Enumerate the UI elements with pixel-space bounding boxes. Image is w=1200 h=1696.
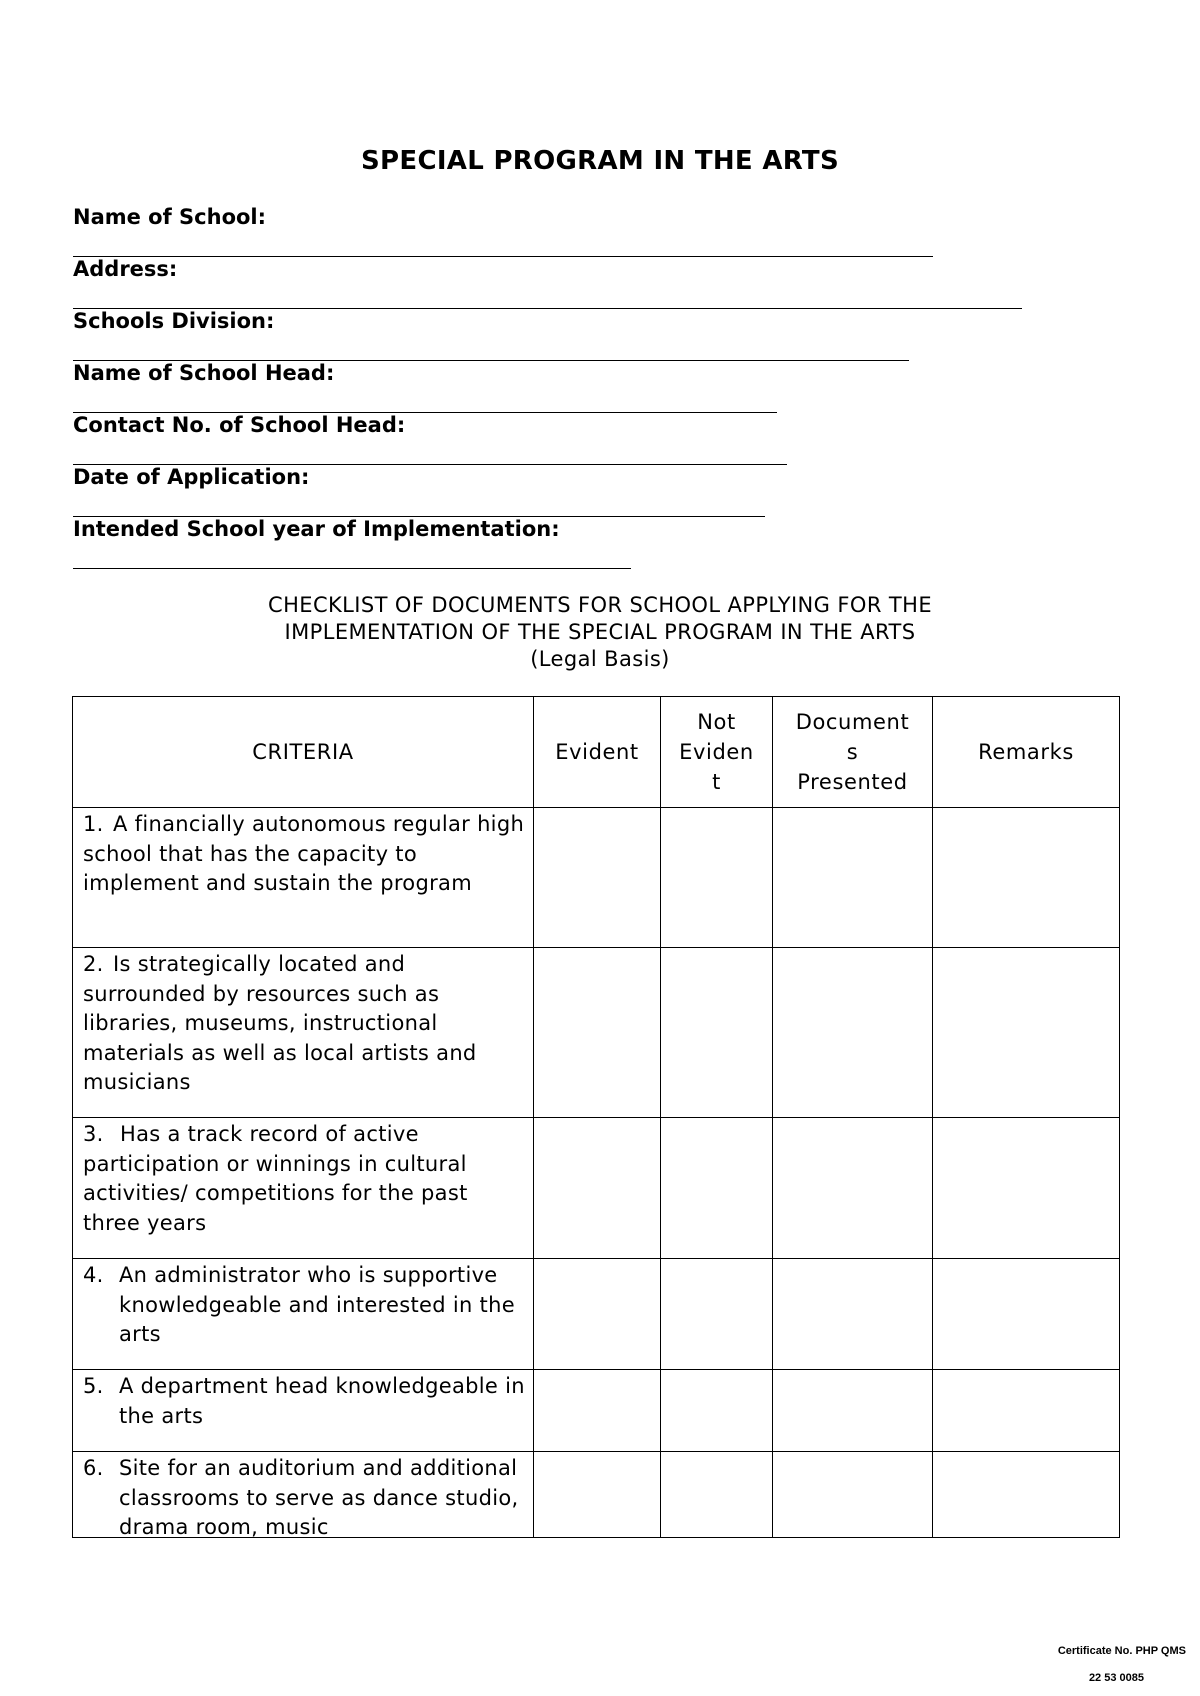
certificate-label: Certificate No. PHP QMS xyxy=(1057,1645,1186,1657)
field-intended-school-year xyxy=(73,516,560,542)
field-name-of-school-head xyxy=(73,360,334,386)
field-label: Schools Division: xyxy=(73,309,275,333)
documents-presented-cell[interactable] xyxy=(773,1118,933,1259)
table-row xyxy=(73,948,1120,1118)
table-row xyxy=(73,1118,1120,1259)
header-evident: Evident xyxy=(534,697,661,808)
remarks-cell[interactable] xyxy=(933,1118,1120,1259)
field-label: Name of School: xyxy=(73,205,267,229)
field-label: Contact No. of School Head: xyxy=(73,413,406,437)
evident-cell[interactable] xyxy=(534,1452,661,1538)
documents-presented-cell[interactable] xyxy=(773,948,933,1118)
not-evident-cell[interactable] xyxy=(661,948,773,1118)
evident-cell[interactable] xyxy=(534,948,661,1118)
field-label: Intended School year of Implementation: xyxy=(73,517,560,541)
table-row xyxy=(73,808,1120,948)
criteria-cell: 6. Site for an auditorium and additional classrooms to serve as dance studio, drama room, music xyxy=(73,1452,534,1538)
evident-cell[interactable] xyxy=(534,1370,661,1452)
table-row xyxy=(73,1259,1120,1370)
certificate-number: 22 53 0085 xyxy=(1088,1672,1144,1684)
document-title: SPECIAL PROGRAM IN THE ARTS xyxy=(361,146,839,176)
not-evident-cell[interactable] xyxy=(661,1370,773,1452)
documents-presented-cell[interactable] xyxy=(773,1452,933,1538)
header-remarks: Remarks xyxy=(933,697,1120,808)
documents-presented-cell[interactable] xyxy=(773,1259,933,1370)
checklist-table xyxy=(72,696,1120,1538)
header-criteria: CRITERIA xyxy=(73,697,534,808)
criteria-cell: 1. A financially autonomous regular high school that has the capacity to implement and sustain the program xyxy=(73,808,534,948)
checklist-heading xyxy=(0,592,1200,673)
remarks-cell[interactable] xyxy=(933,808,1120,948)
evident-cell[interactable] xyxy=(534,1259,661,1370)
remarks-cell[interactable] xyxy=(933,1259,1120,1370)
field-label: Name of School Head: xyxy=(73,361,335,385)
criteria-cell: 3. Has a track record of active participation or winnings in cultural activities/ competitions for the past three years xyxy=(73,1118,534,1259)
header-documents-presented: Document s Presented xyxy=(773,697,933,808)
table-row xyxy=(73,1452,1120,1538)
field-name-of-school xyxy=(73,204,266,230)
evident-cell[interactable] xyxy=(534,808,661,948)
checklist-heading-line: IMPLEMENTATION OF THE SPECIAL PROGRAM IN THE ARTS xyxy=(284,620,916,644)
header-not-evident: Not Eviden t xyxy=(661,697,773,808)
legal-basis: (Legal Basis) xyxy=(530,647,670,671)
field-label: Date of Application: xyxy=(73,465,310,489)
field-blank-line[interactable] xyxy=(73,256,933,257)
not-evident-cell[interactable] xyxy=(661,1118,773,1259)
checklist-heading-line: CHECKLIST OF DOCUMENTS FOR SCHOOL APPLYING FOR THE xyxy=(268,593,932,617)
field-label: Address: xyxy=(73,257,178,281)
not-evident-cell[interactable] xyxy=(661,808,773,948)
remarks-cell[interactable] xyxy=(933,1370,1120,1452)
evident-cell[interactable] xyxy=(534,1118,661,1259)
criteria-cell: 5. A department head knowledgeable in the arts xyxy=(73,1370,534,1452)
field-schools-division xyxy=(73,308,274,334)
criteria-cell: 4. An administrator who is supportive knowledgeable and interested in the arts xyxy=(73,1259,534,1370)
field-date-of-application xyxy=(73,464,309,490)
table-row xyxy=(73,1370,1120,1452)
not-evident-cell[interactable] xyxy=(661,1259,773,1370)
remarks-cell[interactable] xyxy=(933,1452,1120,1538)
field-blank-line[interactable] xyxy=(73,568,631,569)
field-address xyxy=(73,256,177,282)
table-header-row xyxy=(73,697,1120,808)
criteria-cell: 2. Is strategically located and surrounded by resources such as libraries, museums, instructional materials as well as local artists and musicians xyxy=(73,948,534,1118)
field-contact-no xyxy=(73,412,405,438)
documents-presented-cell[interactable] xyxy=(773,808,933,948)
remarks-cell[interactable] xyxy=(933,948,1120,1118)
not-evident-cell[interactable] xyxy=(661,1452,773,1538)
documents-presented-cell[interactable] xyxy=(773,1370,933,1452)
